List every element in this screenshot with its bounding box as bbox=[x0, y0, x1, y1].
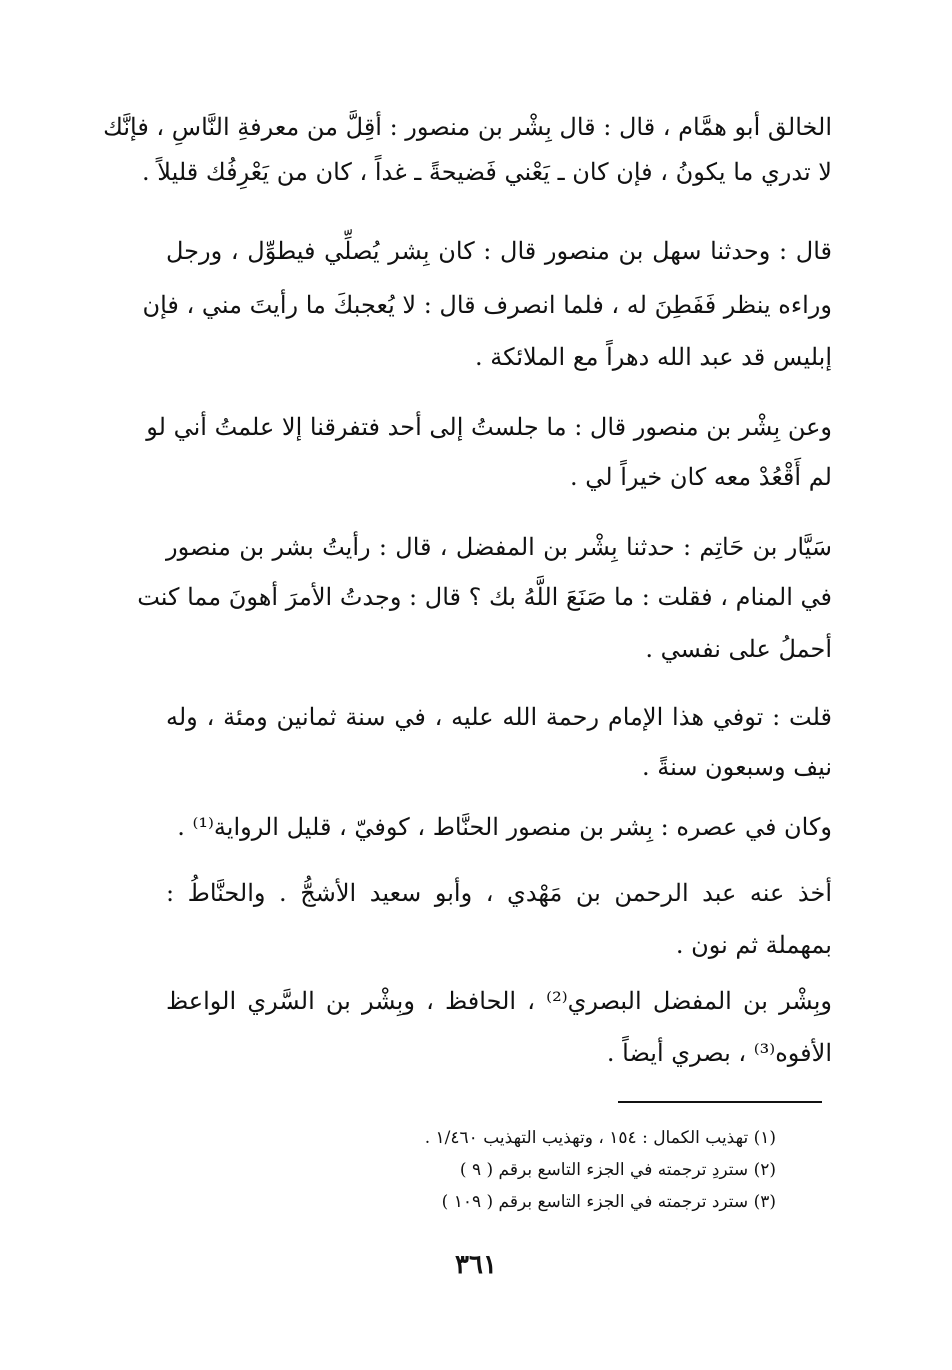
text-line: الأفوه⁽³⁾ ، بصري أيضاً . bbox=[606, 1039, 832, 1067]
footnote: (٣) سترد ترجمته في الجزء التاسع برقم ( ١٠٩ ) bbox=[441, 1192, 776, 1212]
text-line: الخالق أبو همَّام ، قال : قال بِشْر بن منصور : أقِلَّ من معرفةِ النَّاسِ ، فإنَّك bbox=[103, 113, 832, 141]
text-line: نيف وسبعون سنةً . bbox=[641, 753, 832, 781]
footnote-separator bbox=[618, 1101, 822, 1103]
text-line: أخذ عنه عبد الرحمن بن مَهْدي ، وأبو سعيد الأشجُّ . والحنَّاطُ : bbox=[166, 879, 832, 907]
text-line: في المنام ، فقلت : ما صَنَعَ اللَّهُ بك ؟ قال : وجدتُ الأمرَ أهونَ مما كنت bbox=[137, 583, 832, 611]
page-number: ٣٦١ bbox=[455, 1250, 497, 1280]
text-line: قال : وحدثنا سهل بن منصور قال : كان بِشر يُصلِّي فيطوِّل ، ورجل bbox=[166, 237, 832, 265]
text-line: لا تدري ما يكونُ ، فإن كان ـ يَعْني فَضيحةً ـ غداً ، كان من يَعْرِفُك قليلاً . bbox=[142, 158, 832, 186]
text-line: سَيَّار بن حَاتِم : حدثنا بِشْر بن المفضل ، قال : رأيتُ بشر بن منصور bbox=[166, 533, 832, 561]
footnote: (١) تهذيب الكمال : ١٥٤ ، وتهذيب التهذيب ١/٤٦٠ . bbox=[424, 1128, 776, 1148]
text-line: وكان في عصره : بِشر بن منصور الحنَّاط ، كوفيّ ، قليل الرواية⁽¹⁾ . bbox=[177, 813, 832, 841]
text-line: وعن بِشْر بن منصور قال : ما جلستُ إلى أحد فتفرقنا إلا علمتُ أني لو bbox=[146, 413, 832, 441]
footnote: (٢) ستردِ ترجمته في الجزء التاسع برقم ( ٩ ) bbox=[459, 1160, 776, 1180]
text-line: أحملُ على نفسي . bbox=[645, 635, 832, 663]
text-line: وبِشْر بن المفضل البصري⁽²⁾ ، الحافظ ، وبِشْر بن السَّري الواعظ bbox=[166, 987, 833, 1015]
text-line: وراءه ينظر فَفَطِنَ له ، فلما انصرف قال : لا يُعجبكَ ما رأيتَ مني ، فإن bbox=[142, 291, 832, 319]
text-line: لم أَقْعُدْ معه كان خيراً لي . bbox=[570, 463, 832, 491]
text-line: إبليس قد عبد الله دهراً مع الملائكة . bbox=[474, 343, 832, 371]
text-line: بمهملة ثم نون . bbox=[675, 931, 832, 959]
text-line: قلت : توفي هذا الإمام رحمة الله عليه ، في سنة ثمانين ومئة ، وله bbox=[166, 703, 832, 731]
